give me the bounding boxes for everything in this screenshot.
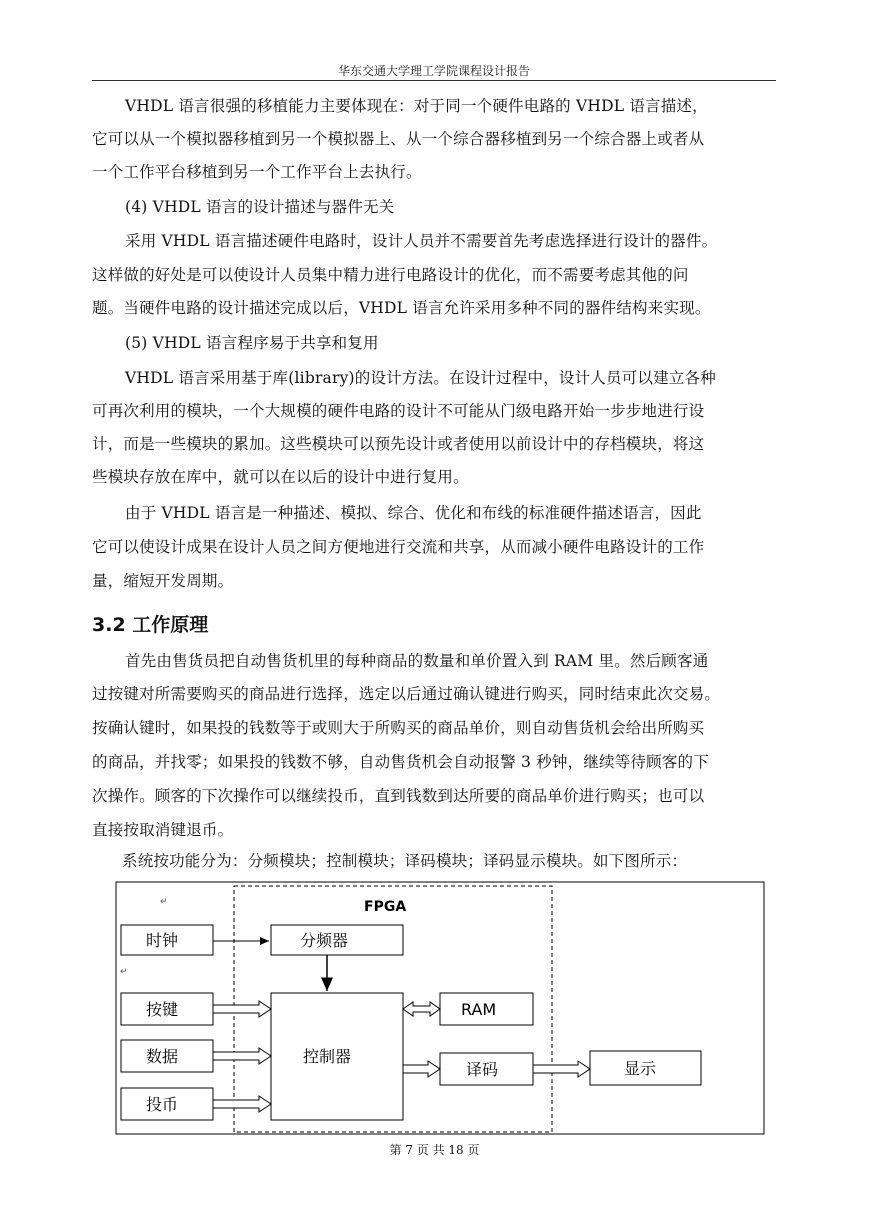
- paragraph-line: 一个工作平台移植到另一个工作平台上去执行。: [92, 163, 422, 181]
- decode-label: 译码: [466, 1060, 499, 1079]
- paragraph-line: 它可以从一个模拟器移植到另一个模拟器上、从一个综合器移植到另一个综合器上或者从: [92, 130, 705, 148]
- clock-label: 时钟: [146, 931, 179, 950]
- controller-to-decode-arrow: [403, 1061, 440, 1077]
- controller-label: 控制器: [303, 1047, 352, 1066]
- page-header: 华东交通大学理工学院课程设计报告: [337, 64, 530, 78]
- paragraph-line: 首先由售货员把自动售货机里的每种商品的数量和单价置入到 RAM 里。然后顾客通: [125, 652, 709, 670]
- paragraph-line: 按确认键时，如果投的钱数等于或则大于所购买的商品单价，则自动售货机会给出所购买: [92, 719, 705, 737]
- paragraph-line: 量，缩短开发周期。: [92, 572, 234, 590]
- paragraph-line: 过按键对所需要购买的商品进行选择，选定以后通过确认键进行购买，同时结束此次交易。: [92, 685, 721, 703]
- section-heading: 3.2 工作原理: [92, 614, 209, 636]
- data-label: 数据: [146, 1047, 179, 1066]
- paragraph-line: 它可以使设计成果在设计人员之间方便地进行交流和共享，从而减小硬件电路设计的工作: [92, 538, 705, 556]
- list-item-5: (5) VHDL 语言程序易于共享和复用: [125, 334, 379, 352]
- edit-mark: ↵: [120, 967, 128, 977]
- controller-ram-arrow: [403, 1002, 440, 1016]
- edit-mark: ↵: [160, 897, 168, 907]
- data-to-controller-arrow: [213, 1048, 271, 1064]
- paragraph-line: VHDL 语言采用基于库(library)的设计方法。在设计过程中，设计人员可以建立各种: [125, 369, 716, 387]
- paragraph-line: 可再次利用的模块，一个大规模的硬件电路的设计不可能从门级电路开始一步步地进行设: [92, 402, 705, 420]
- key-label: 按键: [146, 1000, 179, 1019]
- list-item-4: (4) VHDL 语言的设计描述与器件无关: [125, 198, 395, 216]
- paragraph-line: 题。当硬件电路的设计描述完成以后，VHDL 语言允许采用多种不同的器件结构来实现。: [92, 299, 711, 317]
- coin-label: 投币: [146, 1095, 179, 1114]
- ram-label: RAM: [461, 1000, 497, 1019]
- divider-label: 分频器: [300, 931, 349, 950]
- paragraph-line: 的商品，并找零；如果投的钱数不够，自动售货机会自动报警 3 秒钟，继续等待顾客的下: [92, 753, 709, 771]
- fpga-label: FPGA: [364, 899, 407, 915]
- key-to-controller-arrow: [213, 1001, 271, 1017]
- paragraph-line: 由于 VHDL 语言是一种描述、模拟、综合、优化和布线的标准硬件描述语言，因此: [125, 504, 702, 522]
- paragraph-line: 次操作。顾客的下次操作可以继续投币，直到钱数到达所要的商品单价进行购买；也可以: [92, 787, 705, 805]
- paragraph-line: 计，而是一些模块的累加。这些模块可以预先设计或者使用以前设计中的存档模块，将这: [92, 435, 705, 453]
- page-footer: 第 7 页 共 18 页: [389, 1143, 480, 1157]
- paragraph-line: 系统按功能分为：分频模块；控制模块；译码模块；译码显示模块。如下图所示：: [122, 852, 688, 870]
- paragraph-line: 采用 VHDL 语言描述硬件电路时，设计人员并不需要首先考虑选择进行设计的器件。: [125, 232, 718, 250]
- coin-to-controller-arrow: [213, 1096, 271, 1112]
- paragraph-line: 直接按取消键退币。: [92, 821, 234, 839]
- decode-to-display-arrow: [533, 1061, 590, 1077]
- paragraph-line: VHDL 语言很强的移植能力主要体现在：对于同一个硬件电路的 VHDL 语言描述，: [125, 97, 708, 115]
- paragraph-line: 些模块存放在库中，就可以在以后的设计中进行复用。: [92, 468, 469, 486]
- paragraph-line: 这样做的好处是可以使设计人员集中精力进行电路设计的优化，而不需要考虑其他的问: [92, 266, 689, 284]
- display-label: 显示: [624, 1059, 657, 1078]
